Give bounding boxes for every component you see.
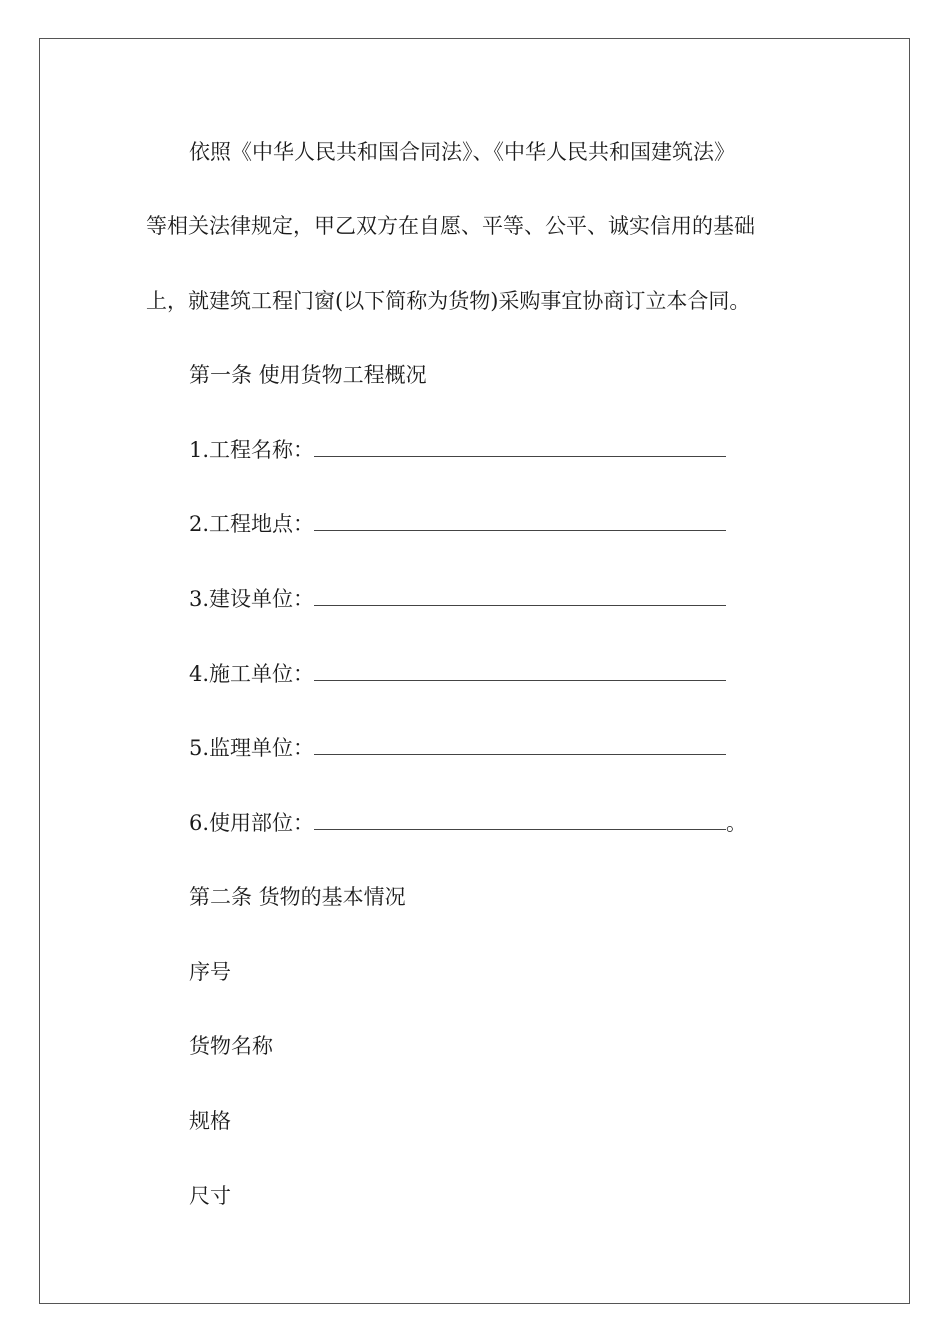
field-project-location xyxy=(189,511,726,537)
field-label: 1.工程名称： xyxy=(189,438,315,462)
intro-line-2: 等相关法律规定，甲乙双方在自愿、平等、公平、诚实信用的基础 xyxy=(146,214,755,238)
field-contractor-unit xyxy=(189,661,726,687)
project-name-blank[interactable] xyxy=(314,438,726,457)
field-label: 4.施工单位： xyxy=(189,662,315,686)
field-label: 6.使用部位： xyxy=(189,811,315,835)
supervision-unit-blank[interactable] xyxy=(314,736,726,755)
field-supervision-unit xyxy=(189,735,726,761)
intro-line-1: 依照《中华人民共和国合同法》、《中华人民共和国建筑法》 xyxy=(189,140,735,164)
field-label: 3.建设单位： xyxy=(189,587,315,611)
column-serial-number: 序号 xyxy=(189,960,231,984)
column-specification: 规格 xyxy=(189,1109,231,1133)
column-dimensions: 尺寸 xyxy=(189,1184,231,1208)
field-suffix: 。 xyxy=(726,811,748,835)
article-2-heading: 第二条 货物的基本情况 xyxy=(189,885,406,909)
column-goods-name: 货物名称 xyxy=(189,1034,273,1058)
contractor-unit-blank[interactable] xyxy=(314,662,726,681)
field-project-name xyxy=(189,437,726,463)
usage-location-blank[interactable] xyxy=(314,811,726,830)
field-label: 5.监理单位： xyxy=(189,736,315,760)
field-label: 2.工程地点： xyxy=(189,512,315,536)
intro-line-3: 上，就建筑工程门窗(以下简称为货物)采购事宜协商订立本合同。 xyxy=(146,289,751,313)
project-location-blank[interactable] xyxy=(314,512,726,531)
construction-unit-blank[interactable] xyxy=(314,587,726,606)
article-1-heading: 第一条 使用货物工程概况 xyxy=(189,363,427,387)
field-construction-unit xyxy=(189,586,726,612)
field-usage-location xyxy=(189,810,747,836)
